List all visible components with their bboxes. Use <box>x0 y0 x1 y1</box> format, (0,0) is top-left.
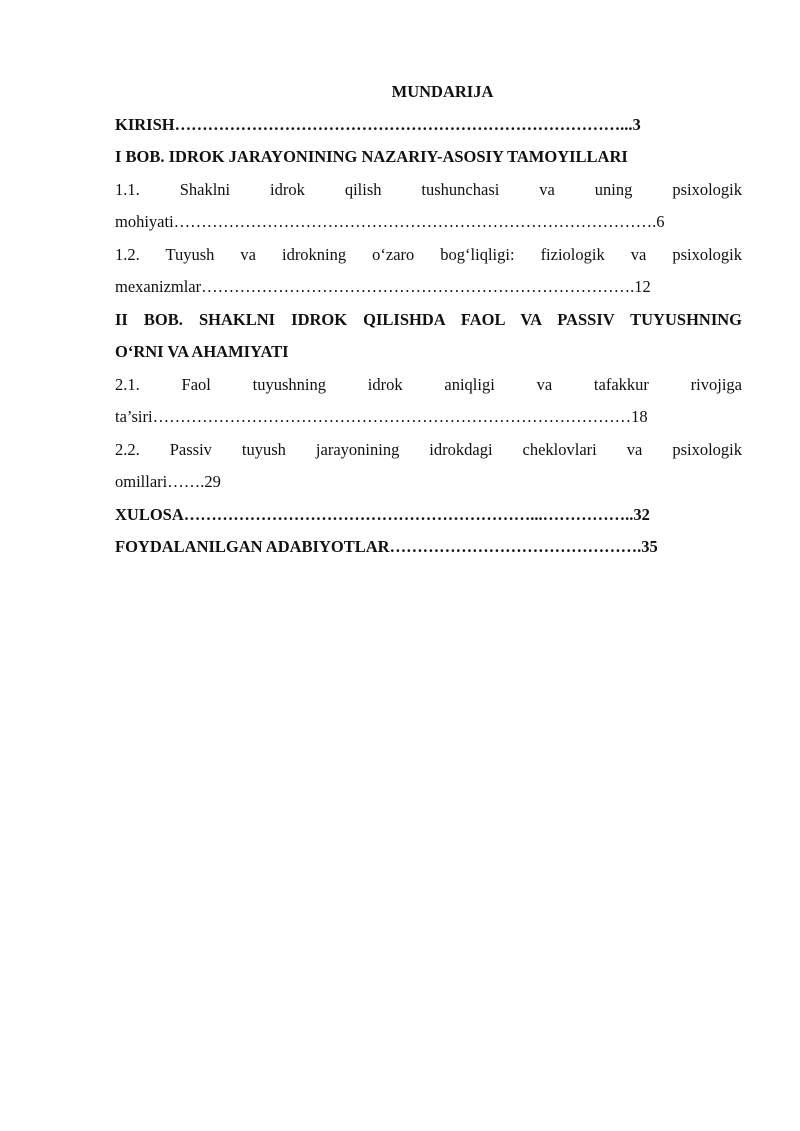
toc-section-2-1-page-line: ta’siri……………………………………………………………………………18 <box>115 407 648 426</box>
toc-entry-references: FOYDALANILGAN ADABIYOTLAR……………………………………….35 <box>115 537 658 556</box>
toc-chapter-1-heading: I BOB. IDROK JARAYONINING NAZARIY-ASOSIY TAMOYILLARI <box>115 147 628 166</box>
toc-title: MUNDARIJA <box>391 82 494 101</box>
toc-chapter-2-heading: II BOB. SHAKLNI IDROK QILISHDA FAOL VA PASSIV TUYUSHNING <box>115 309 742 329</box>
toc-section-1-2-page-line: mexanizmlar…………………………………………………………………….12 <box>115 277 651 296</box>
toc-section-2-2-title: 2.2. Passiv tuyush jarayonining idrokdagi cheklovlari va psixologik <box>115 439 742 459</box>
toc-section-1-1-page-line: mohiyati…………………………………………………………………………….6 <box>115 212 665 231</box>
toc-section-2-1-title: 2.1. Faol tuyushning idrok aniqligi va tafakkur rivojiga <box>115 374 742 394</box>
toc-entry-introduction: KIRISH………………………………………………………………………...3 <box>115 114 641 134</box>
toc-entry-conclusion: XULOSA………………………………………………………...……………..32 <box>115 504 650 524</box>
toc-section-2-2-page-line: omillari…….29 <box>115 472 221 491</box>
toc-chapter-2-heading-continued: O‘RNI VA AHAMIYATI <box>115 342 289 361</box>
table-of-contents <box>115 76 742 564</box>
toc-section-1-2-title: 1.2. Tuyush va idrokning o‘zaro bog‘liqligi: fiziologik va psixologik <box>115 244 742 264</box>
toc-section-1-1-title: 1.1. Shaklni idrok qilish tushunchasi va uning psixologik <box>115 179 742 199</box>
